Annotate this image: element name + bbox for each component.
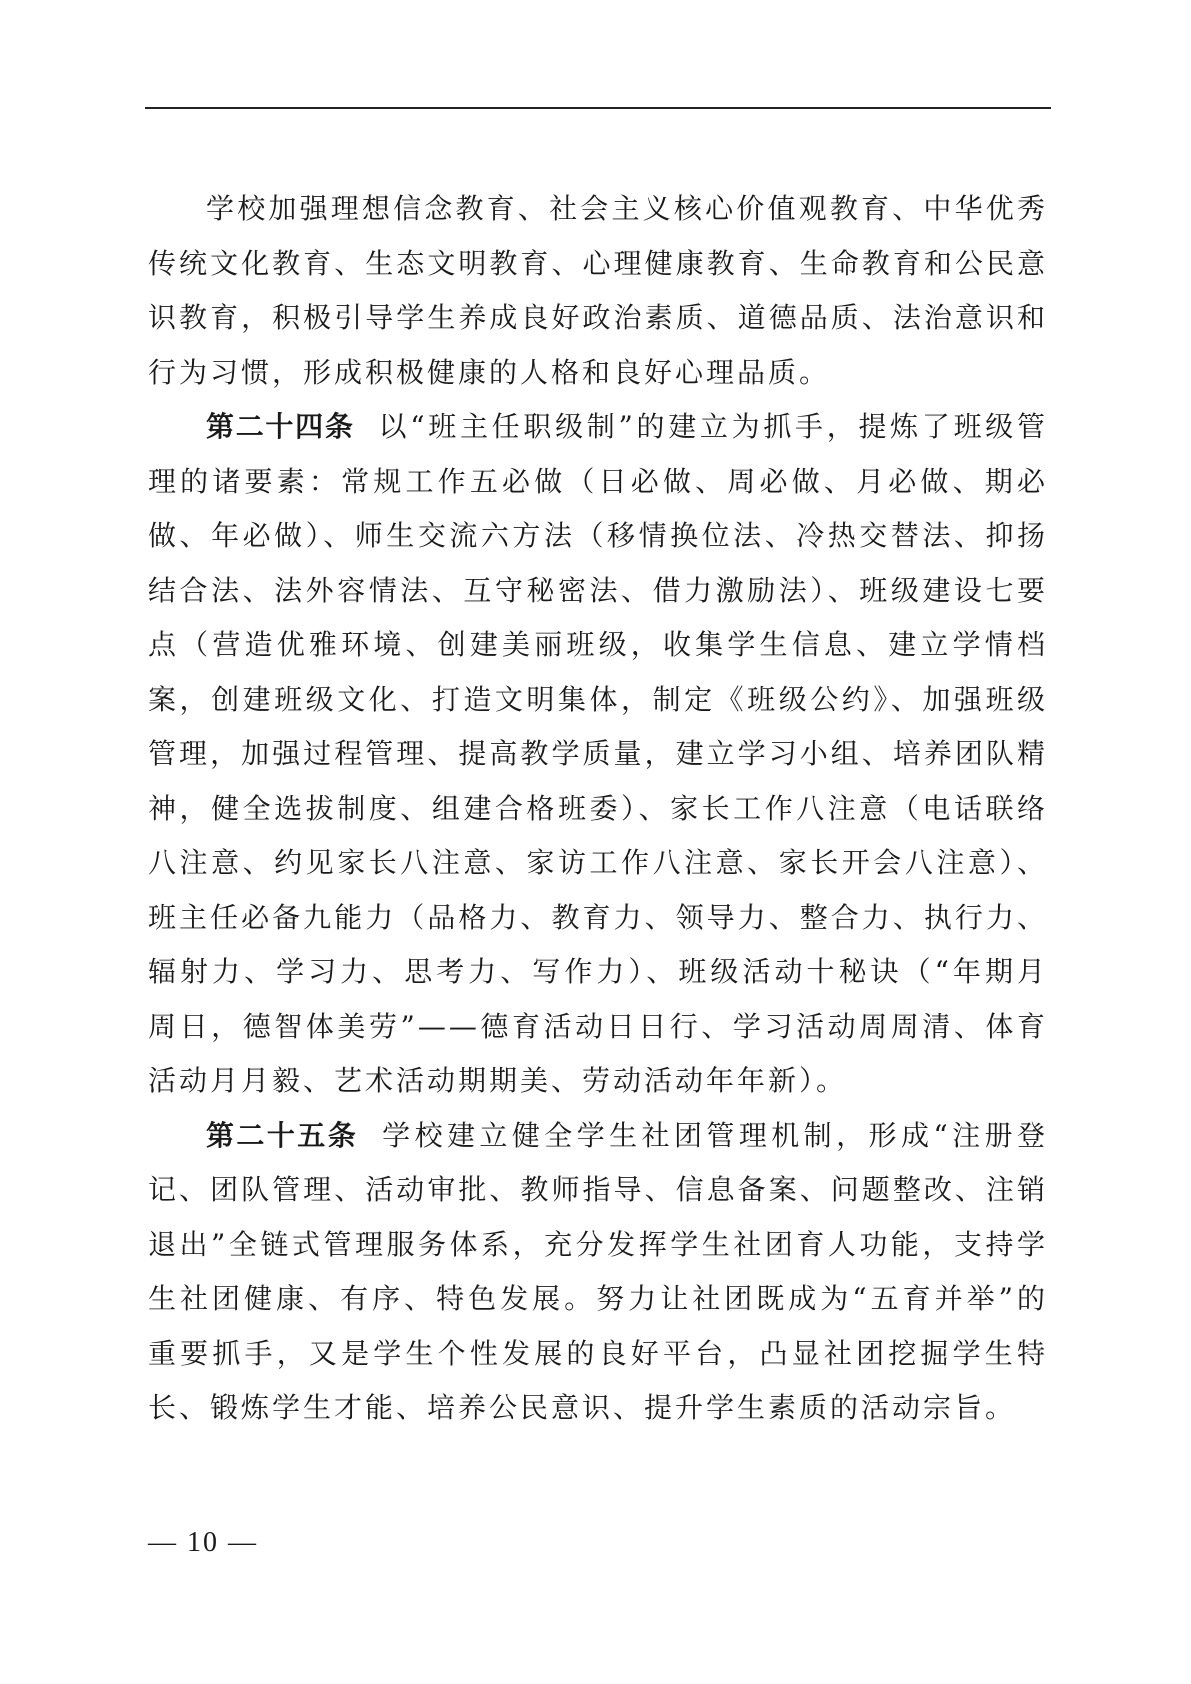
article-25: [148, 1109, 1048, 1436]
paragraph-1: [148, 182, 1048, 400]
article-label: 第二十四条: [206, 410, 355, 443]
paragraph-text: 学校建立健全学生社团管理机制，形成“注册登记、团队管理、活动审批、教师指导、信息备案、问题整改、注销退出”全链式管理服务体系，充分发挥学生社团育人功能，支持学生社团健康、有序、特色发展。努力让社团既成为“五育并举”的重要抓手，又是学生个性发展的良好平台，凸显社团挖掘学生特长、锻炼学生才能、培养公民意识、提升学生素质的活动宗旨。: [148, 1118, 1048, 1424]
header-rule: [145, 107, 1051, 109]
document-body: [148, 182, 1048, 1436]
page-number: — 10 —: [148, 1527, 258, 1558]
paragraph-text: 学校加强理想信念教育、社会主义核心价值观教育、中华优秀传统文化教育、生态文明教育、心理健康教育、生命教育和公民意识教育，积极引导学生养成良好政治素质、道德品质、法治意识和行为习惯，形成积极健康的人格和良好心理品质。: [148, 192, 1048, 389]
paragraph-text: 以“班主任职级制”的建立为抓手，提炼了班级管理的诸要素：常规工作五必做（日必做、周必做、月必做、期必做、年必做）、师生交流六方法（移情换位法、冷热交替法、抑扬结合法、法外容情法、互守秘密法、借力激励法）、班级建设七要点（营造优雅环境、创建美丽班级，收集学生信息、建立学情档案，创建班级文化、打造文明集体，制定《班级公约》、加强班级管理，加强过程管理、提高教学质量，建立学习小组、培养团队精神，健全选拔制度、组建合格班委）、家长工作八注意（电话联络八注意、约见家长八注意、家访工作八注意、家长开会八注意）、班主任必备九能力（品格力、教育力、领导力、整合力、执行力、辐射力、学习力、思考力、写作力）、班级活动十秘诀（“年期月周日，德智体美劳”——德育活动日日行、学习活动周周清、体育活动月月毅、艺术活动期期美、劳动活动年年新）。: [148, 410, 1048, 1097]
article-24: [148, 400, 1048, 1109]
article-label: 第二十五条: [206, 1118, 359, 1152]
